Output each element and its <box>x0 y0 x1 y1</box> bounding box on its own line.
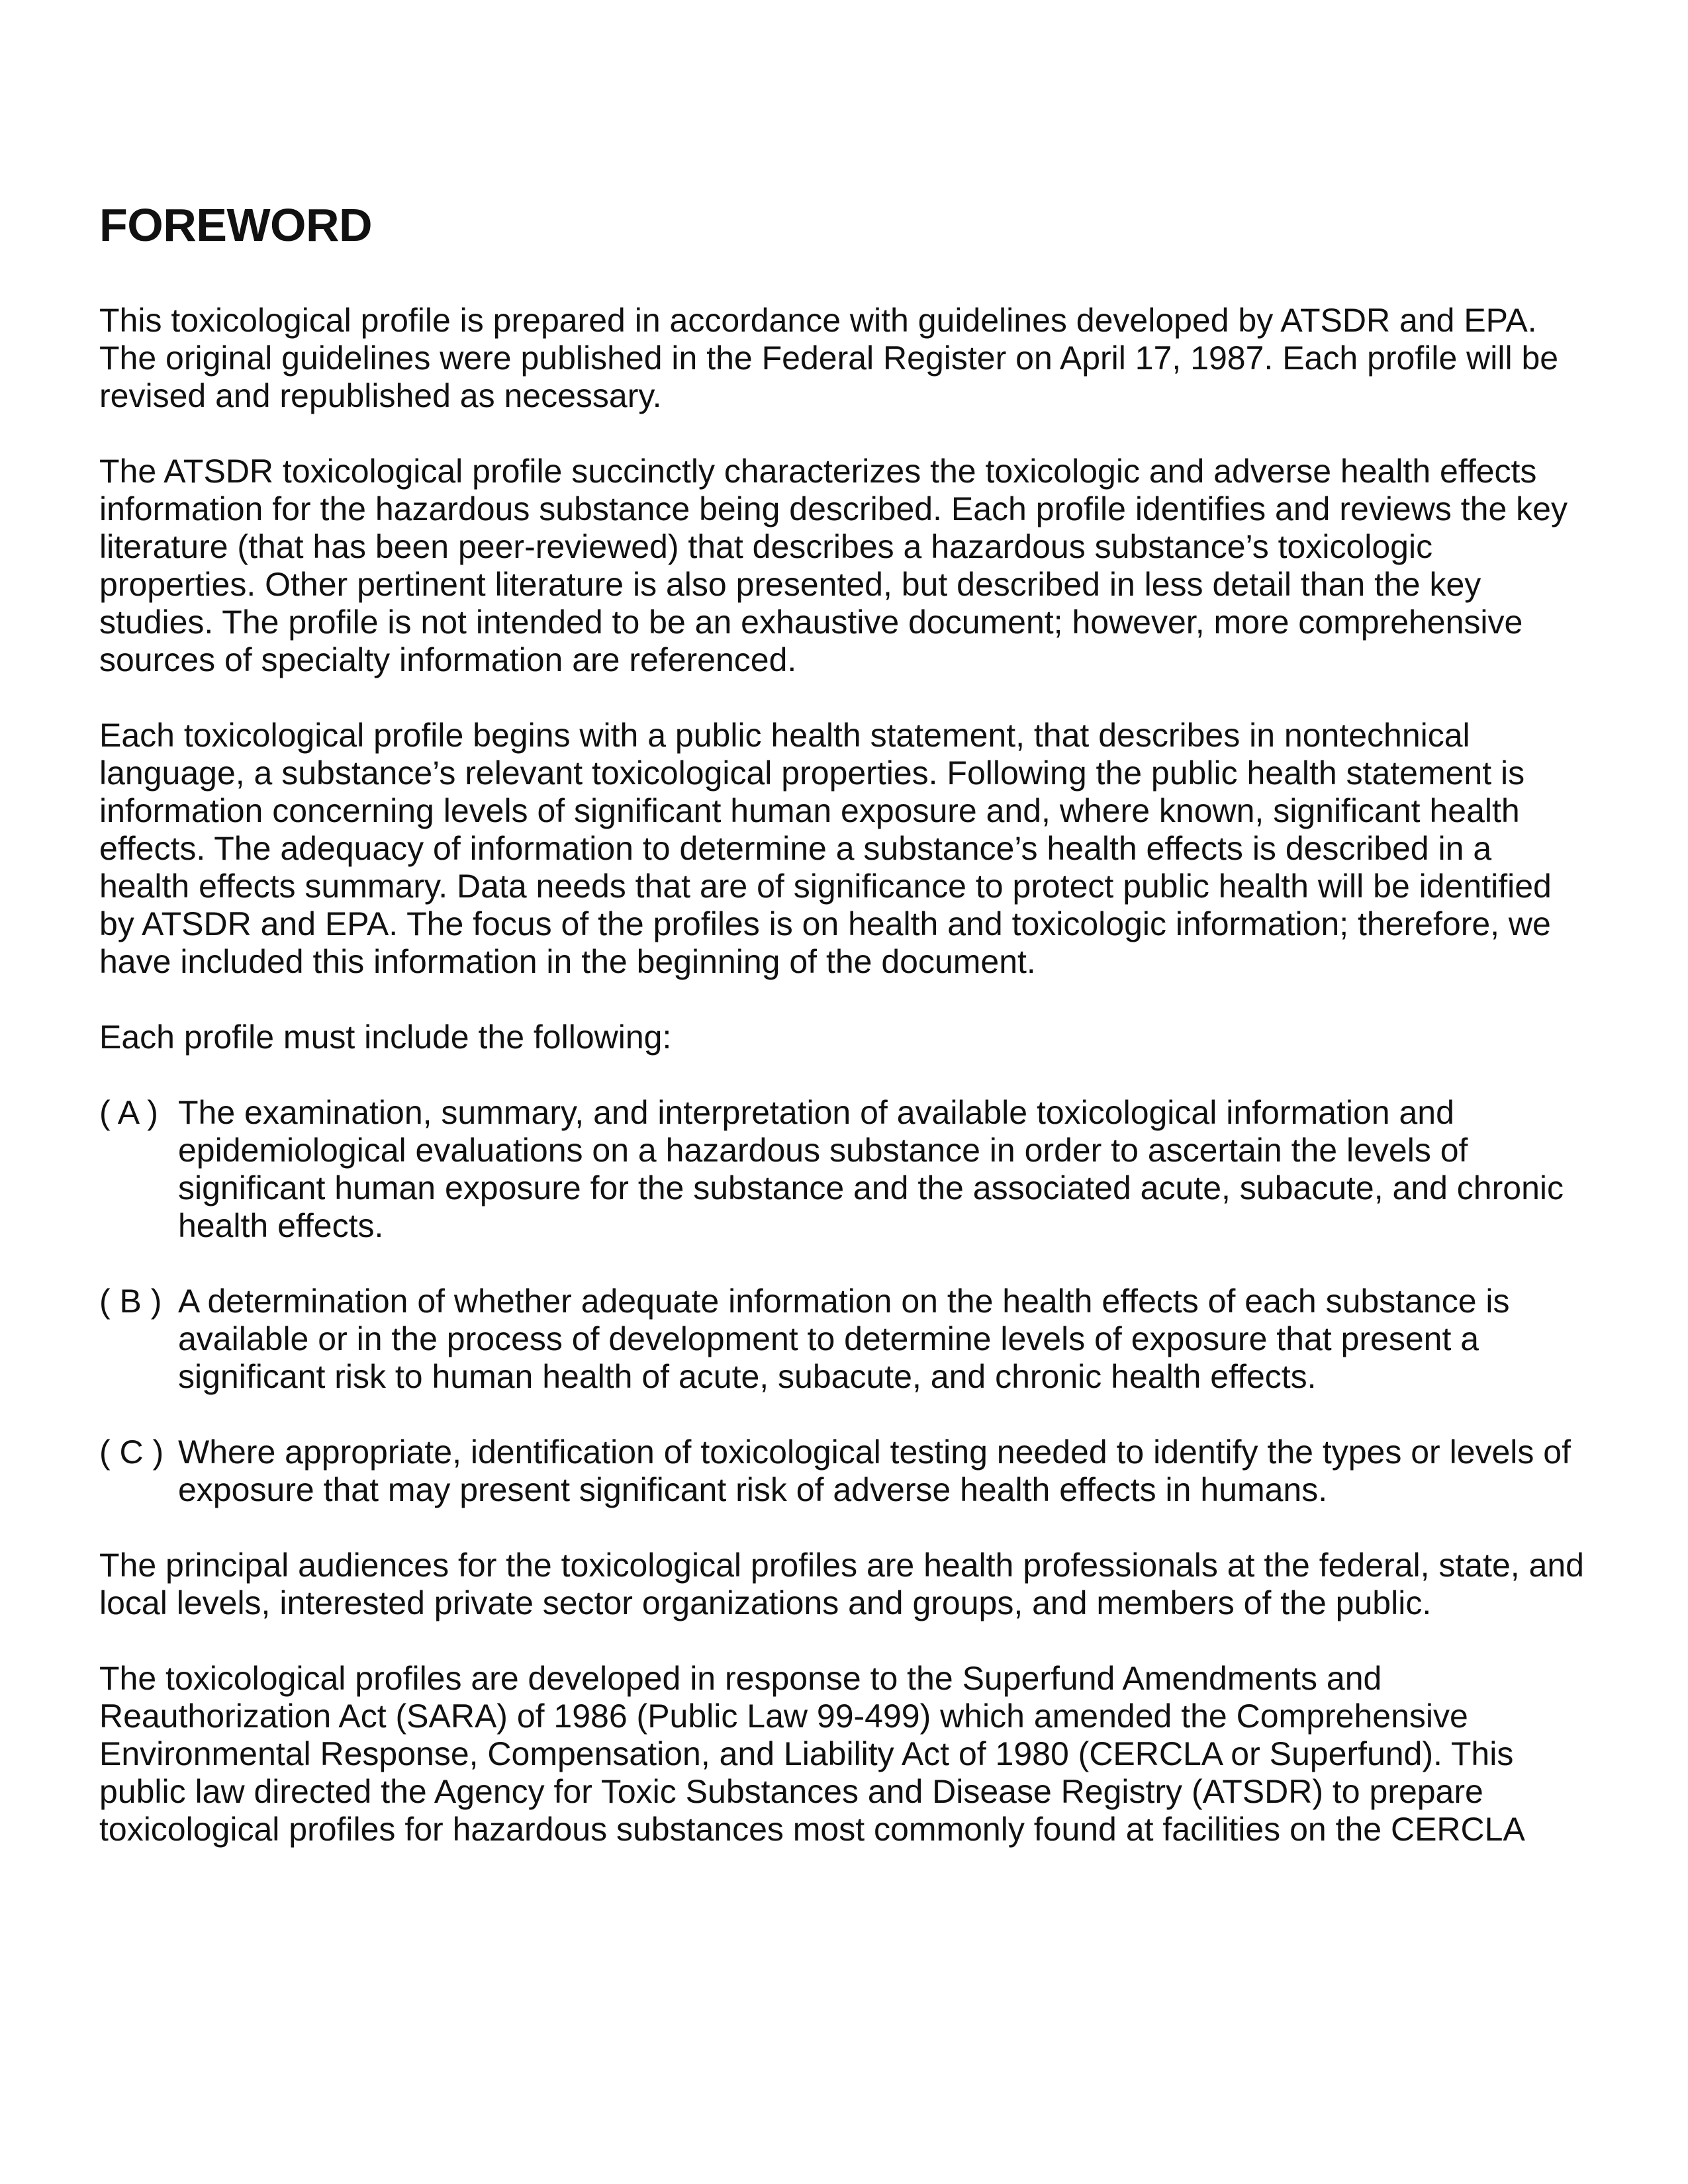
list-item-b <box>99 1283 1589 1396</box>
paragraph-guidelines: This toxicological profile is prepared in accordance with guidelines developed by ATSDR and EPA. The original guidelines were published in the Federal Register on April 17, 1987. Each profile will be revised and republished as necessary. <box>99 302 1559 414</box>
page-title: FOREWORD <box>99 199 373 251</box>
list-item-text: The examination, summary, and interpretation of available toxicological information and epidemiological evaluations on a hazardous substance in order to ascertain the levels of significant human exposure for the substance and the associated acute, subacute, and chronic health effects. <box>178 1094 1564 1244</box>
list-item-text: Where appropriate, identification of toxicological testing needed to identify the types or levels of exposure that may present significant risk of adverse health effects in humans. <box>178 1433 1571 1508</box>
paragraph-legislation: The toxicological profiles are developed in response to the Superfund Amendments and Reauthorization Act (SARA) of 1986 (Public Law 99-499) which amended the Comprehensive Environmental Response, Compensation, and Liability Act of 1980 (CERCLA or Superfund). This public law directed the Agency for Toxic Substances and Disease Registry (ATSDR) to prepare toxicological profiles for hazardous substances most commonly found at facilities on the CERCLA <box>99 1660 1525 1848</box>
list-item-text: A determination of whether adequate information on the health effects of each substance is available or in the process of development to determine levels of exposure that present a significant risk to human health of acute, subacute, and chronic health effects. <box>178 1283 1510 1395</box>
list-item-label: ( B ) <box>99 1283 162 1320</box>
paragraph-public-health-statement: Each toxicological profile begins with a public health statement, that describes in nontechnical language, a substance’s relevant toxicological properties. Following the public health statement is information concerning levels of significant human exposure and, where known, significant health effects. The adequacy of information to determine a substance’s health effects is described in a health effects summary. Data needs that are of significance to protect public health will be identified by ATSDR and EPA. The focus of the profiles is on health and toxicologic information; therefore, we have included this information in the beginning of the document. <box>99 717 1552 980</box>
paragraph-profile-overview: The ATSDR toxicological profile succinctly characterizes the toxicologic and adverse health effects information for the hazardous substance being described. Each profile identifies and reviews the key literature (that has been peer-reviewed) that describes a hazardous substance’s toxicologic properties. Other pertinent literature is also presented, but described in less detail than the key studies. The profile is not intended to be an exhaustive document; however, more comprehensive sources of specialty information are referenced. <box>99 453 1568 678</box>
list-item-c <box>99 1433 1589 1509</box>
list-item-label: ( A ) <box>99 1094 158 1131</box>
document-page <box>99 199 1589 1886</box>
list-item-a <box>99 1094 1589 1245</box>
paragraph-list-intro: Each profile must include the following: <box>99 1019 672 1056</box>
paragraph-audiences: The principal audiences for the toxicological profiles are health professionals at the federal, state, and local levels, interested private sector organizations and groups, and members of the public. <box>99 1547 1584 1621</box>
list-item-label: ( C ) <box>99 1433 164 1471</box>
